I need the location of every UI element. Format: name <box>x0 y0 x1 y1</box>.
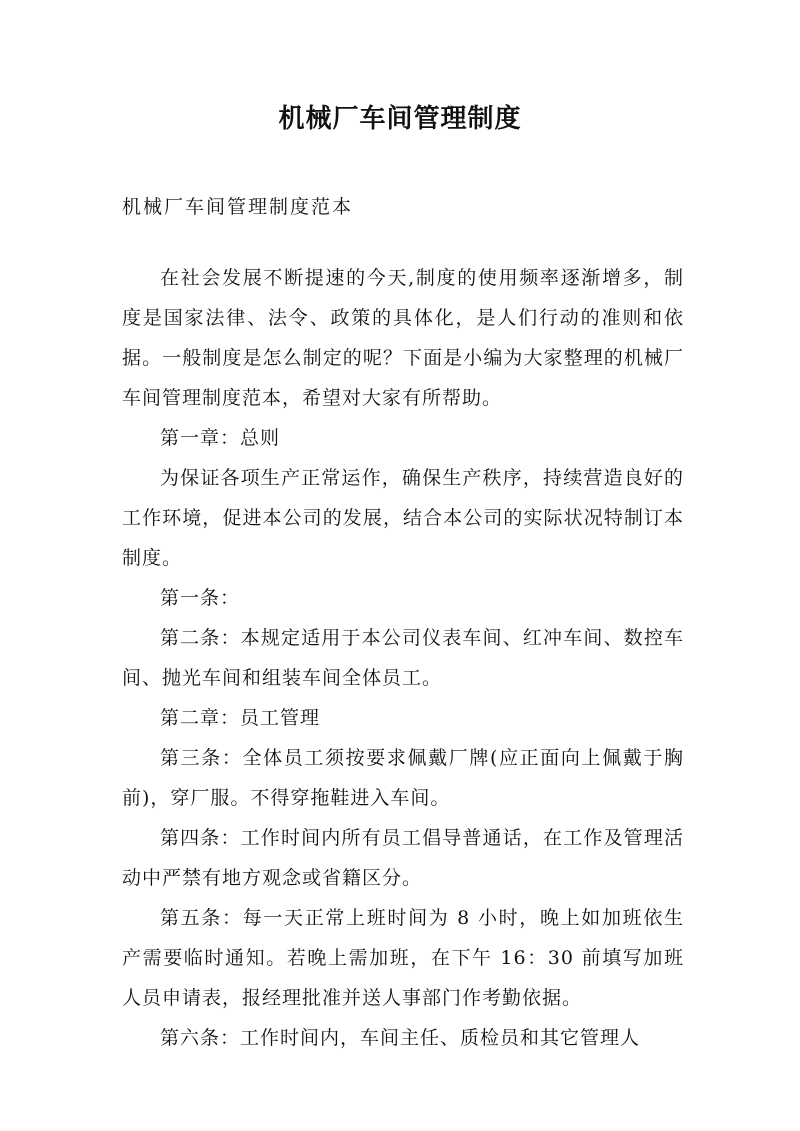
document-body <box>122 258 684 1058</box>
paragraph-intro: 在社会发展不断提速的今天,制度的使用频率逐渐增多，制度是国家法律、法令、政策的具体化，是人们行动的准则和依据。一般制度是怎么制定的呢？下面是小编为大家整理的机械厂车间管理制度范本，希望对大家有所帮助。 <box>122 267 684 409</box>
article-3: 第三条：全体员工须按要求佩戴厂牌(应正面向上佩戴于胸前)，穿厂服。不得穿拖鞋进入车间。 <box>122 747 684 809</box>
document-title: 机械厂车间管理制度 <box>278 104 522 134</box>
article-6: 第六条：工作时间内，车间主任、质检员和其它管理人 <box>160 1027 641 1049</box>
article-1: 第一条： <box>160 587 241 609</box>
paragraph-general: 为保证各项生产正常运作，确保生产秩序，持续营造良好的工作环境，促进本公司的发展，结合本公司的实际状况特制订本制度。 <box>122 467 684 569</box>
document-subtitle: 机械厂车间管理制度范本 <box>122 196 354 218</box>
chapter-2-heading: 第二章：员工管理 <box>160 707 321 729</box>
chapter-1-heading: 第一章：总则 <box>160 427 281 449</box>
article-4: 第四条：工作时间内所有员工倡导普通话，在工作及管理活动中严禁有地方观念或省籍区分。 <box>122 827 684 889</box>
article-5: 第五条：每一天正常上班时间为 8 小时，晚上如加班依生产需要临时通知。若晚上需加班，在下午 16：30 前填写加班人员申请表，报经理批准并送人事部门作考勤依据。 <box>122 907 684 1009</box>
article-2: 第二条：本规定适用于本公司仪表车间、红冲车间、数控车间、抛光车间和组装车间全体员工。 <box>122 627 684 689</box>
